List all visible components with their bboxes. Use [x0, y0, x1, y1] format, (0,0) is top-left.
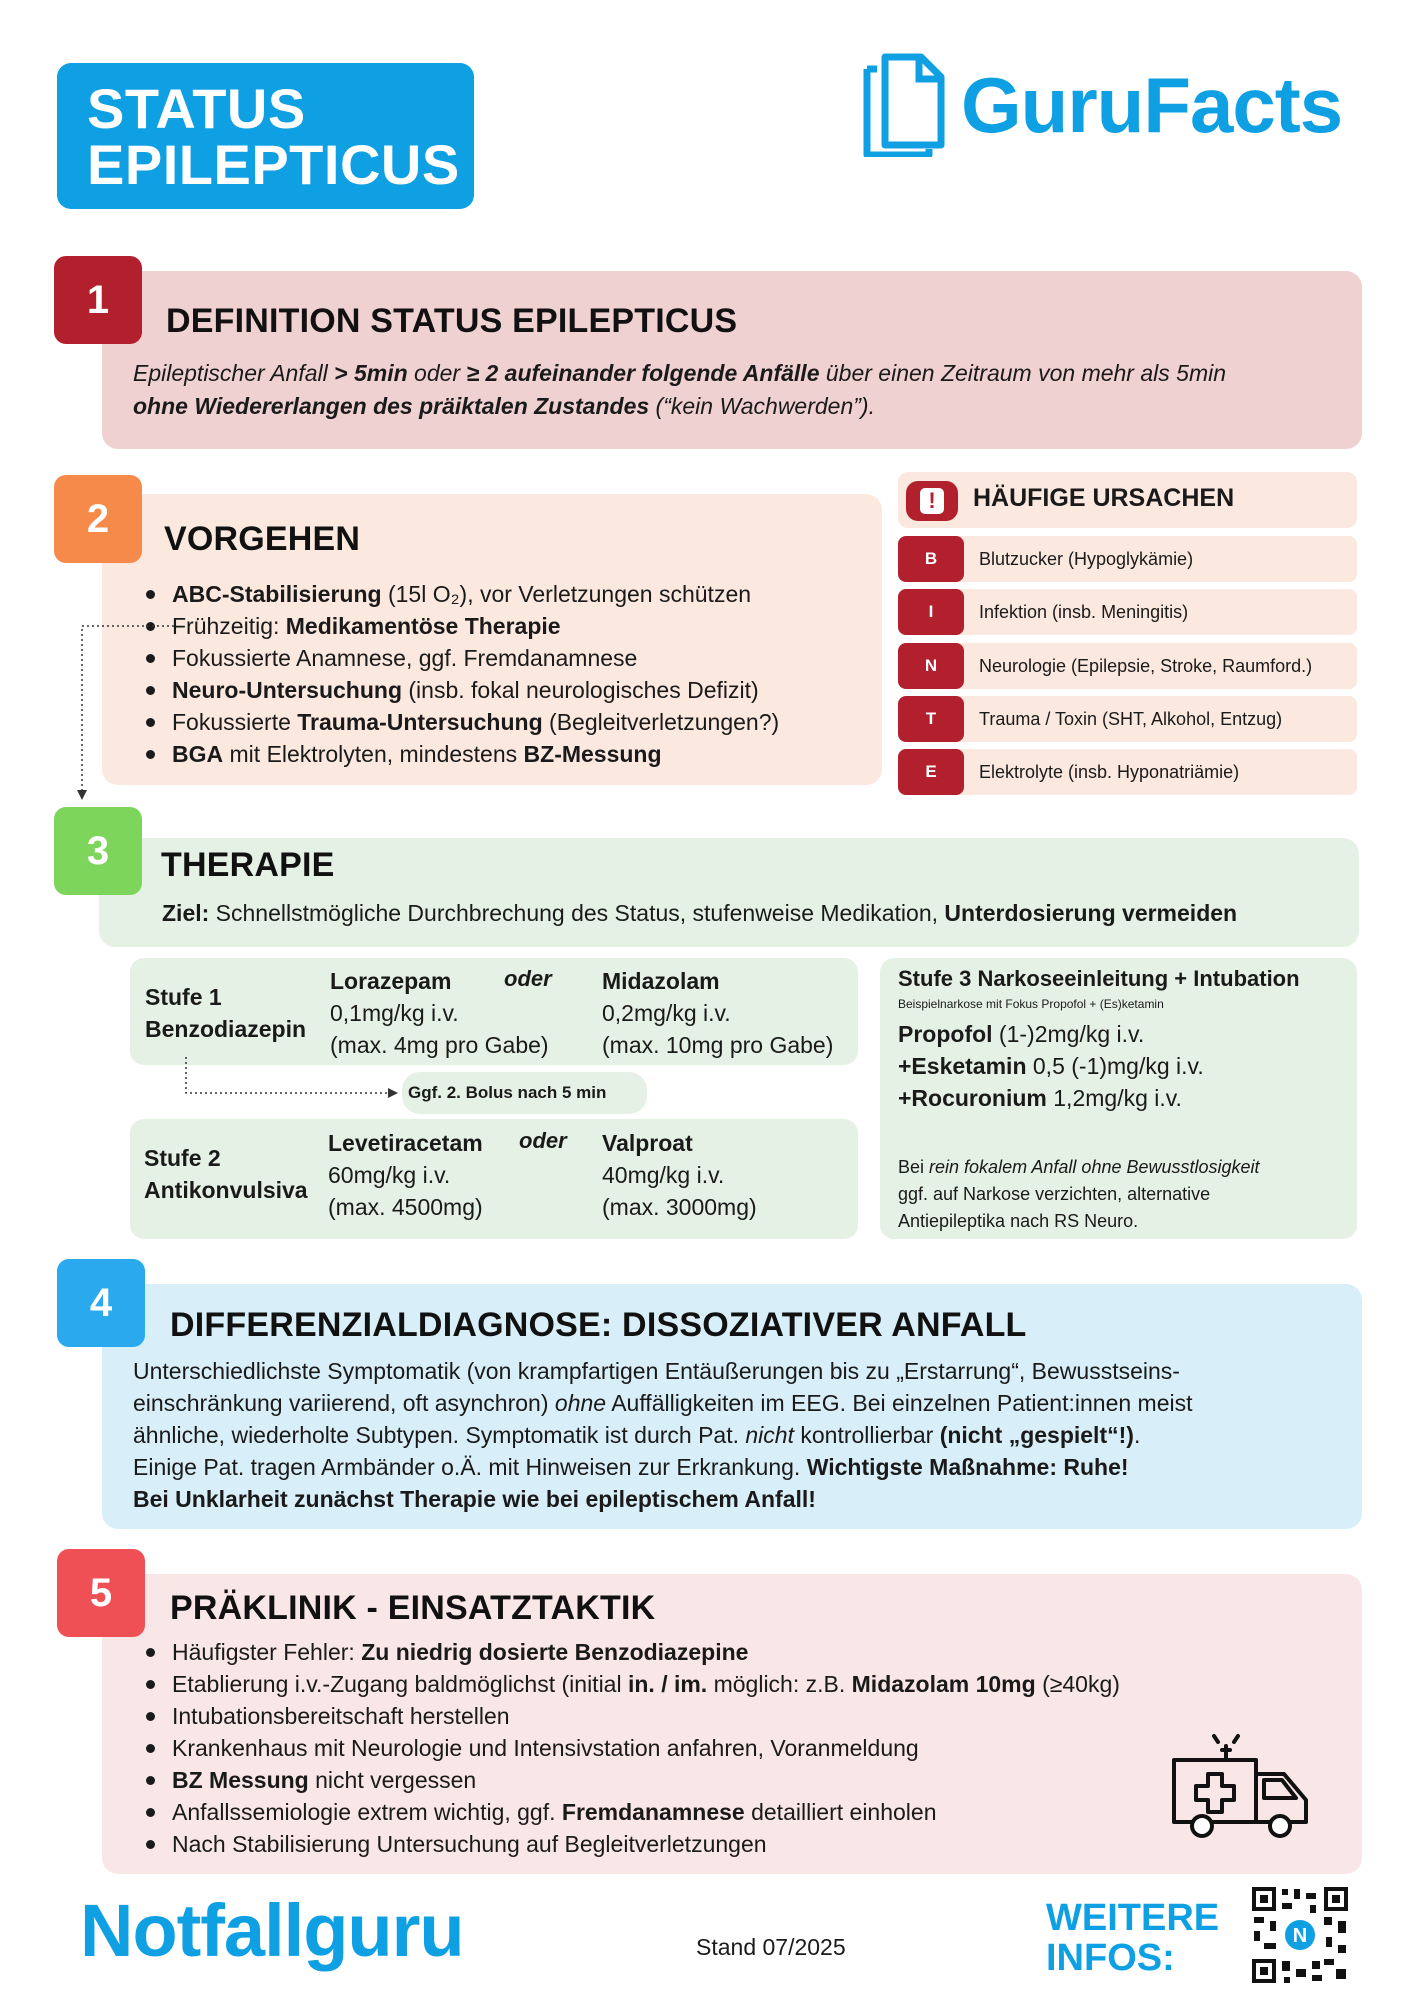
stage-3-subtitle: Beispielnarkose mit Fokus Propofol + (Es)ketamin: [898, 997, 1164, 1011]
section-3-number: 3: [54, 807, 142, 895]
section-3-title: THERAPIE: [161, 846, 335, 884]
list-item: Fokussierte Anamnese, ggf. Fremdanamnese: [138, 642, 878, 674]
section-2-title: VORGEHEN: [164, 520, 361, 558]
cause-letter: B: [898, 536, 964, 582]
def-part: oder: [407, 360, 467, 386]
cause-letter: I: [898, 589, 964, 635]
cause-letter: T: [898, 696, 964, 742]
dotted-arrow-icon: [70, 620, 180, 805]
therapy-goal: Ziel: Schnellstmögliche Durchbrechung des Status, stufenweise Medikation, Unterdosierung vermeiden: [162, 900, 1238, 926]
def-bold: ≥ 2 aufeinander folgende Anfälle: [466, 360, 820, 386]
stage-1-label: Stufe 1 Benzodiazepin: [145, 984, 307, 1042]
document-icon: [863, 53, 949, 157]
alert-glyph: !: [920, 488, 944, 514]
brand-name: GuruFacts: [961, 60, 1343, 149]
cause-text: Blutzucker (Hypoglykämie): [979, 549, 1194, 569]
section-5-title: PRÄKLINIK - EINSATZTAKTIK: [170, 1589, 656, 1627]
list-item: Anfallssemiologie extrem wichtig, ggf. Fremdanamnese detailliert einholen: [138, 1796, 1238, 1828]
qr-code-icon[interactable]: [1250, 1885, 1350, 1985]
procedure-list: [138, 578, 878, 770]
list-item: Frühzeitig: Medikamentöse Therapie: [138, 610, 878, 642]
section-5-number: 5: [57, 1549, 145, 1637]
ambulance-icon: [1168, 1730, 1314, 1842]
def-bold: ohne Wiedererlangen des präiktalen Zustandes: [133, 393, 650, 419]
list-item: BZ Messung nicht vergessen: [138, 1764, 1238, 1796]
title-line-2: EPILEPTICUS: [87, 133, 460, 196]
stage-1-drug-1: Lorazepam 0,1mg/kg i.v. (max. 4mg pro Gabe): [330, 968, 549, 1058]
stage-1-drug-2: Midazolam 0,2mg/kg i.v. (max. 10mg pro Gabe): [602, 968, 834, 1058]
oder-label: oder: [519, 1128, 567, 1153]
def-part: über einen Zeitraum von mehr als 5min: [819, 360, 1227, 386]
cause-letter: N: [898, 643, 964, 689]
section-1-number: 1: [54, 256, 142, 344]
list-item: Fokussierte Trauma-Untersuchung (Begleitverletzungen?): [138, 706, 878, 738]
def-part: Epileptischer Anfall: [133, 360, 335, 386]
def-part: (“kein Wachwerden”).: [649, 393, 875, 419]
list-item: Intubationsbereitschaft herstellen: [138, 1700, 1238, 1732]
section-1-title: DEFINITION STATUS EPILEPTICUS: [166, 302, 738, 340]
bolus-arrow-icon: [180, 1055, 402, 1099]
cause-text: Trauma / Toxin (SHT, Alkohol, Entzug): [979, 709, 1283, 729]
definition-text: [133, 357, 1343, 423]
cause-text: Elektrolyte (insb. Hyponatriämie): [979, 762, 1240, 782]
title-line-1: STATUS: [87, 77, 306, 140]
stage-3-note: Bei rein fokalem Anfall ohne Bewusstlosigkeit ggf. auf Narkose verzichten, alternative Antiepileptika nach RS Neuro.: [898, 1157, 1260, 1231]
gurufacts-logo: [863, 50, 1343, 160]
list-item: Neuro-Untersuchung (insb. fokal neurologisches Defizit): [138, 674, 878, 706]
cause-text: Neurologie (Epilepsie, Stroke, Raumford.): [979, 656, 1313, 676]
causes-title: HÄUFIGE URSACHEN: [973, 484, 1235, 512]
stage-3-title: Stufe 3 Narkoseeinleitung + Intubation: [898, 966, 1300, 991]
section-4-number: 4: [57, 1259, 145, 1347]
list-item: Häufigster Fehler: Zu niedrig dosierte Benzodiazepine: [138, 1636, 1238, 1668]
differential-text: Unterschiedlichste Symptomatik (von krampfartigen Entäußerungen bis zu „Erstarrung“, Bewusstseins- einschränkung variierend, oft asynchron) ohne Auffälligkeiten im EEG. Bei einzelnen Patient:innen meist ähnliche, wiederholte Subtypen. Symptomatik ist durch Pat. nicht kontrollierbar (nicht „gespielt“!). Einige Pat. tragen Armbänder o.Ä. mit Hinweisen zur Erkrankung. Wichtigste Maßnahme: Ruhe! Bei Unklarheit zunächst Therapie wie bei epileptischem Anfall!: [133, 1358, 1193, 1512]
oder-label: oder: [504, 966, 552, 991]
list-item: ABC-Stabilisierung (15l O₂), vor Verletzungen schützen: [138, 578, 878, 610]
version-date: Stand 07/2025: [696, 1934, 846, 1960]
tactics-list: [138, 1636, 1238, 1860]
list-item: BGA mit Elektrolyten, mindestens BZ-Messung: [138, 738, 878, 770]
notfallguru-logo: [80, 1888, 464, 1973]
list-item: Krankenhaus mit Neurologie und Intensivstation anfahren, Voranmeldung: [138, 1732, 1238, 1764]
stage-2-drug-1: Levetiracetam 60mg/kg i.v. (max. 4500mg): [328, 1130, 483, 1220]
brand-name: Notfallguru: [80, 1889, 464, 1972]
list-item: Nach Stabilisierung Untersuchung auf Begleitverletzungen: [138, 1828, 1238, 1860]
section-2-number: 2: [54, 475, 142, 563]
section-4-title: DIFFERENZIALDIAGNOSE: DISSOZIATIVER ANFALL: [170, 1306, 1027, 1344]
cause-letter: E: [898, 749, 964, 795]
bolus-note: Ggf. 2. Bolus nach 5 min: [402, 1072, 647, 1114]
stage-2-drug-2: Valproat 40mg/kg i.v. (max. 3000mg): [602, 1130, 757, 1220]
more-info-label: WEITERE INFOS:: [1046, 1897, 1220, 1979]
stage-2-label: Stufe 2 Antikonvulsiva: [144, 1145, 308, 1203]
list-item: Etablierung i.v.-Zugang baldmöglichst (initial in. / im. möglich: z.B. Midazolam 10mg (≥40kg): [138, 1668, 1238, 1700]
stage-3-drugs: Propofol (1-)2mg/kg i.v. +Esketamin 0,5 (-1)mg/kg i.v. +Rocuronium 1,2mg/kg i.v.: [898, 1021, 1204, 1111]
alert-icon: [906, 481, 958, 521]
cause-text: Infektion (insb. Meningitis): [979, 602, 1189, 622]
qr-center-letter: N: [1292, 1925, 1308, 1947]
page-title: [57, 63, 474, 209]
def-bold: > 5min: [334, 360, 408, 386]
